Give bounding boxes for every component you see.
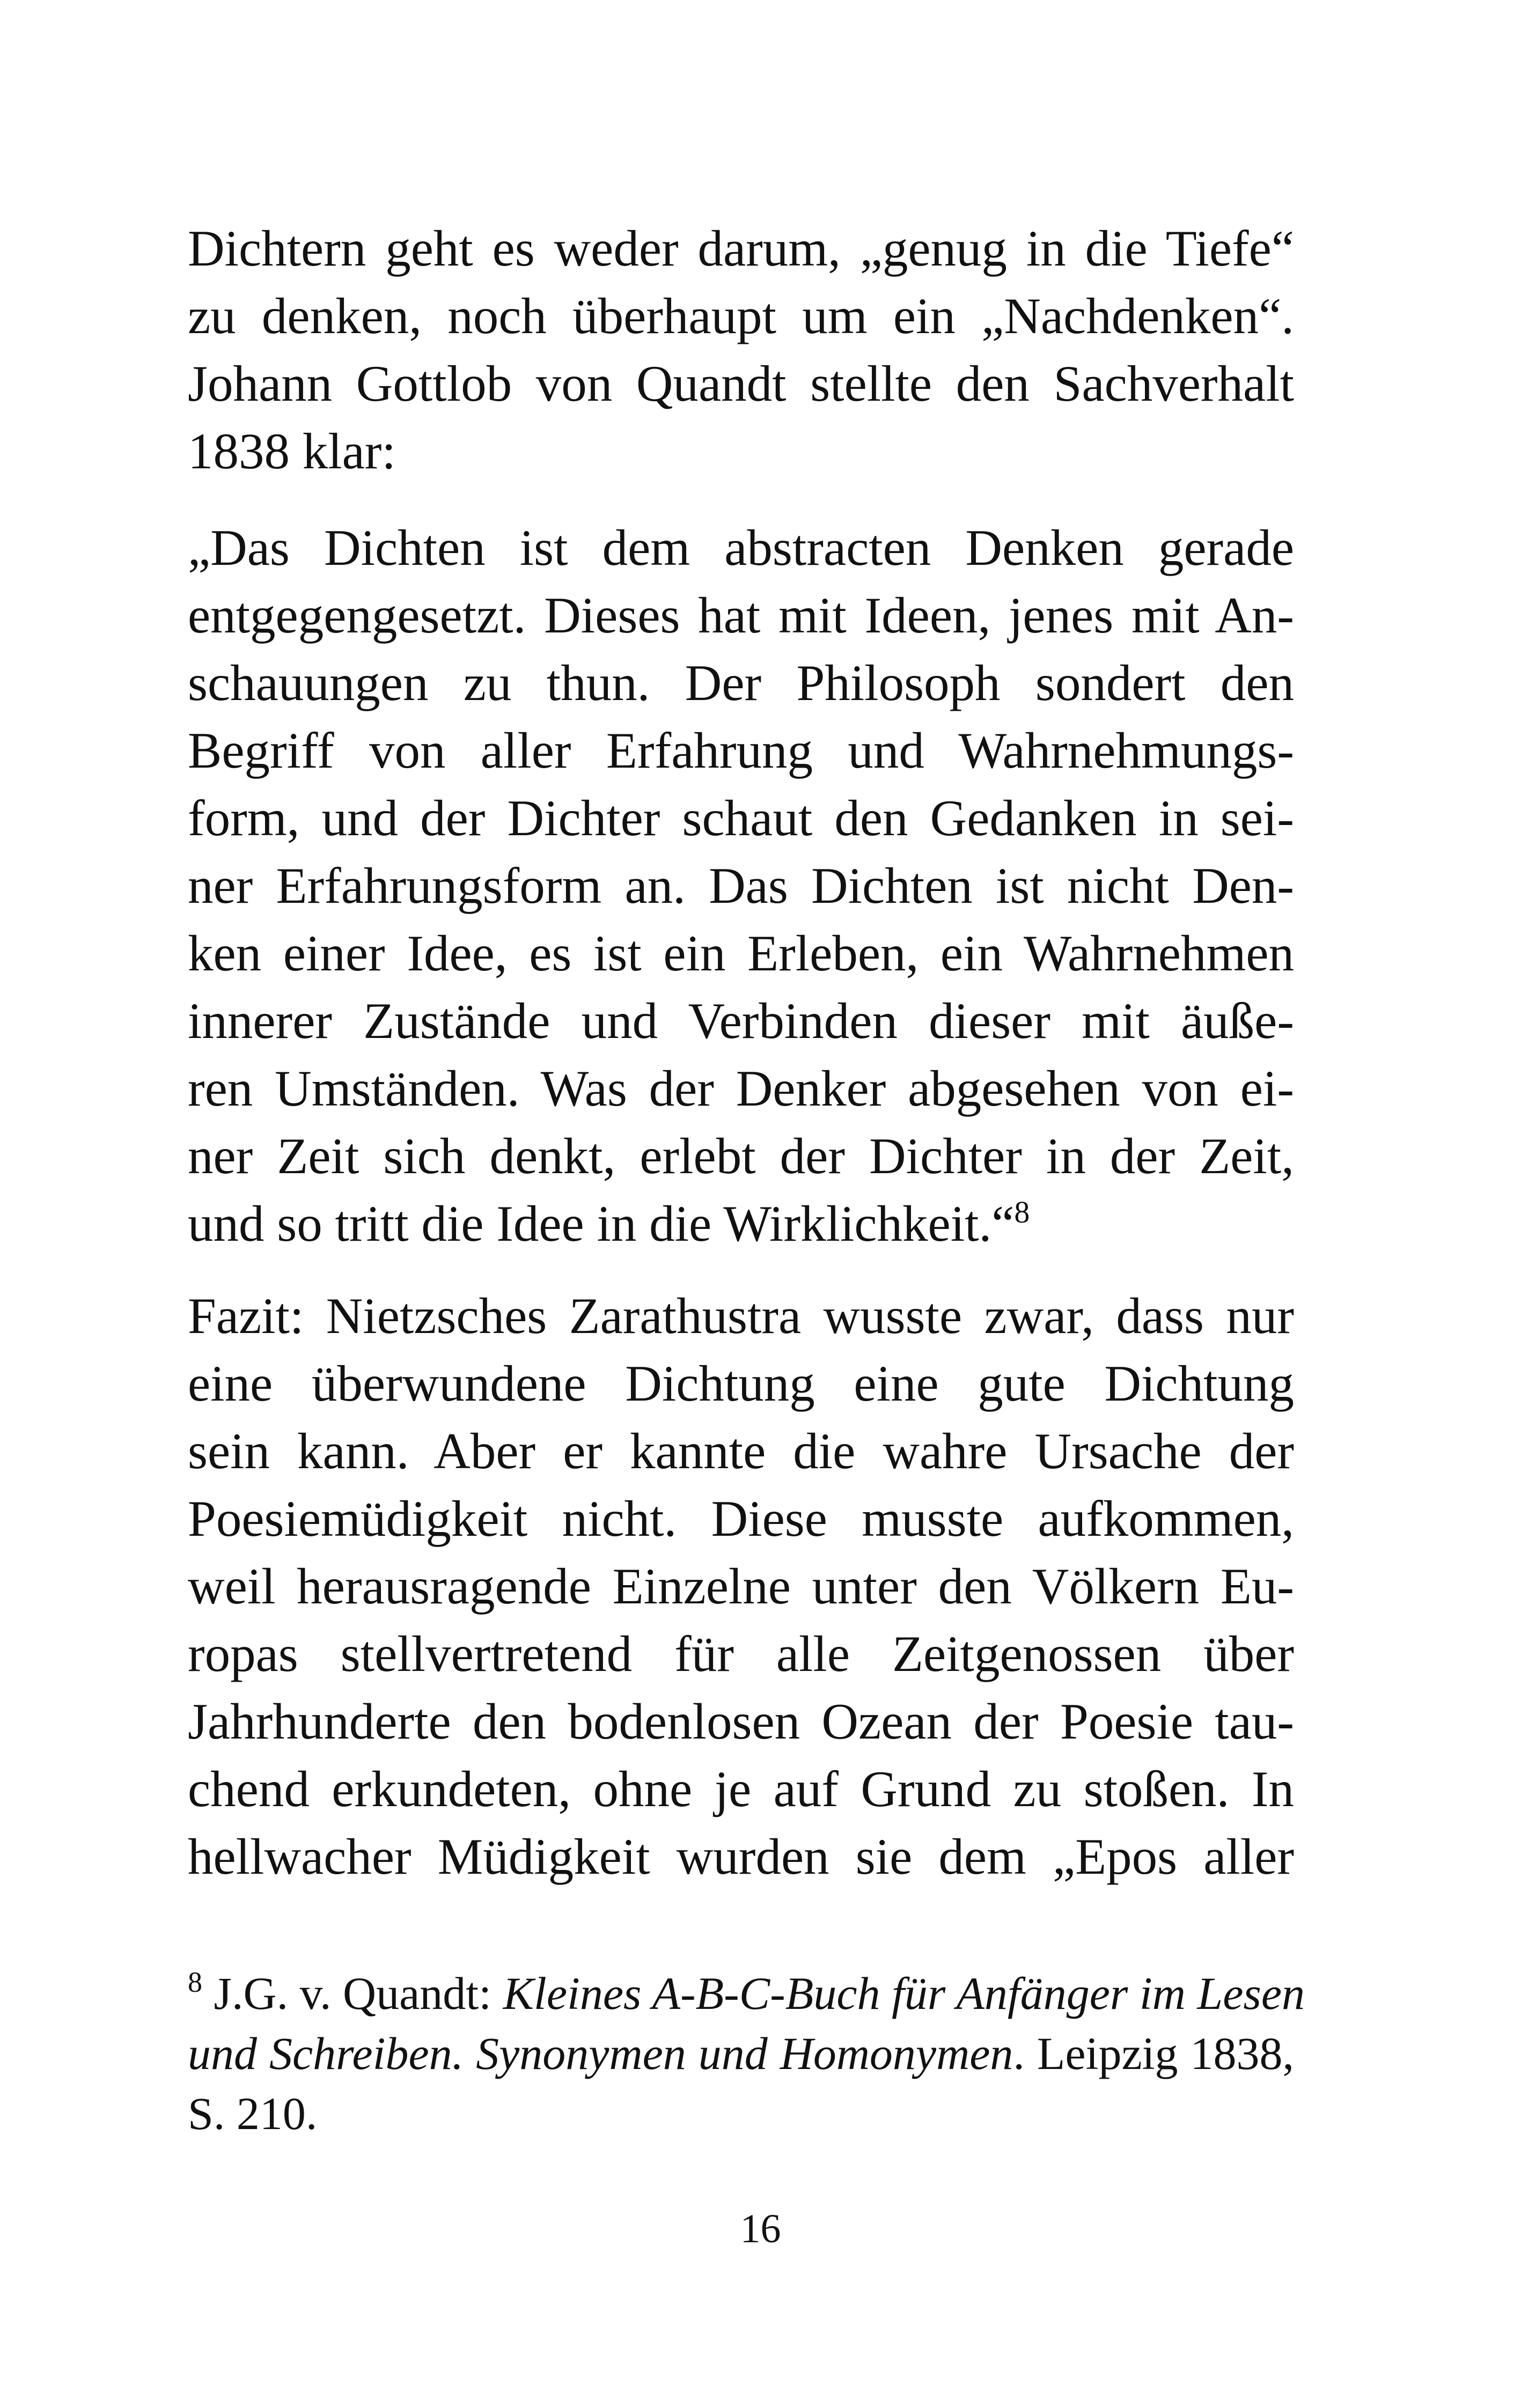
footnote-title-part-1: Kleines A-B-C-Buch für Anfänger im Lesen (503, 1968, 1305, 2019)
text-line: form, und der Dichter schaut den Gedanken in sei- (188, 790, 1294, 846)
text-line: ropas stellvertretend für alle Zeitgenossen über (188, 1625, 1294, 1682)
quote-last-text: und so tritt die Idee in die Wirklichkeit.“ (188, 1195, 1015, 1252)
text-line: innerer Zustände und Verbinden dieser mit äuße- (188, 992, 1294, 1049)
text-line: Begriff von aller Erfahrung und Wahrnehmungs- (188, 722, 1294, 779)
text-line: Johann Gottlob von Quandt stellte den Sachverhalt (188, 355, 1294, 412)
text-line: chend erkundeten, ohne je auf Grund zu stoßen. In (188, 1761, 1294, 1817)
footnote-reference: 8 (1014, 1195, 1030, 1229)
text-line: Dichtern geht es weder darum, „genug in die Tiefe“ (188, 220, 1294, 277)
footnote-number: 8 (188, 1966, 202, 1998)
text-line: ner Zeit sich denkt, erlebt der Dichter in der Zeit, (188, 1128, 1294, 1184)
paragraph-conclusion (188, 1282, 1294, 1890)
text-line: „Das Dichten ist dem abstracten Denken gerade (188, 519, 1294, 576)
paragraph-intro (188, 215, 1294, 485)
text-line: schauungen zu thun. Der Philosoph sondert den (188, 654, 1294, 711)
text-line: 1838 klar: (188, 423, 396, 480)
footnote (188, 1963, 1305, 2144)
text-line: weil herausragende Einzelne unter den Völkern Eu- (188, 1558, 1294, 1615)
text-line-last (188, 1190, 1294, 1257)
quote-paragraph (188, 514, 1294, 1257)
footnote-line (188, 1963, 1305, 2023)
text-line: ren Umständen. Was der Denker abgesehen von ei- (188, 1060, 1294, 1117)
text-line: entgegengesetzt. Dieses hat mit Ideen, jenes mit An- (188, 587, 1294, 644)
footnote-pages: S. 210. (188, 2088, 318, 2139)
footnote-title-part-2: und Schreiben. Synonymen und Homonymen (188, 2028, 1013, 2079)
text-line: Poesiemüdigkeit nicht. Diese musste aufkommen, (188, 1490, 1294, 1547)
footnote-author: J.G. v. Quandt: (214, 1968, 492, 2019)
text-line: zu denken, noch überhaupt um ein „Nachdenken“. (188, 288, 1294, 344)
text-line: eine überwundene Dichtung eine gute Dichtung (188, 1355, 1294, 1412)
text-line: sein kann. Aber er kannte die wahre Ursache der (188, 1423, 1294, 1479)
text-line: ken einer Idee, es ist ein Erleben, ein Wahrnehmen (188, 925, 1294, 982)
text-line: hellwacher Müdigkeit wurden sie dem „Epos aller (188, 1828, 1294, 1885)
footnote-publication: . Leipzig 1838, (1013, 2028, 1294, 2079)
page-number: 16 (740, 2206, 781, 2251)
text-line: ner Erfahrungsform an. Das Dichten ist nicht Den- (188, 857, 1294, 914)
text-line: Fazit: Nietzsches Zarathustra wusste zwar, dass nur (188, 1287, 1294, 1344)
footnote-line (188, 2023, 1294, 2083)
text-line: Jahrhunderte den bodenlosen Ozean der Poesie tau- (188, 1693, 1294, 1750)
